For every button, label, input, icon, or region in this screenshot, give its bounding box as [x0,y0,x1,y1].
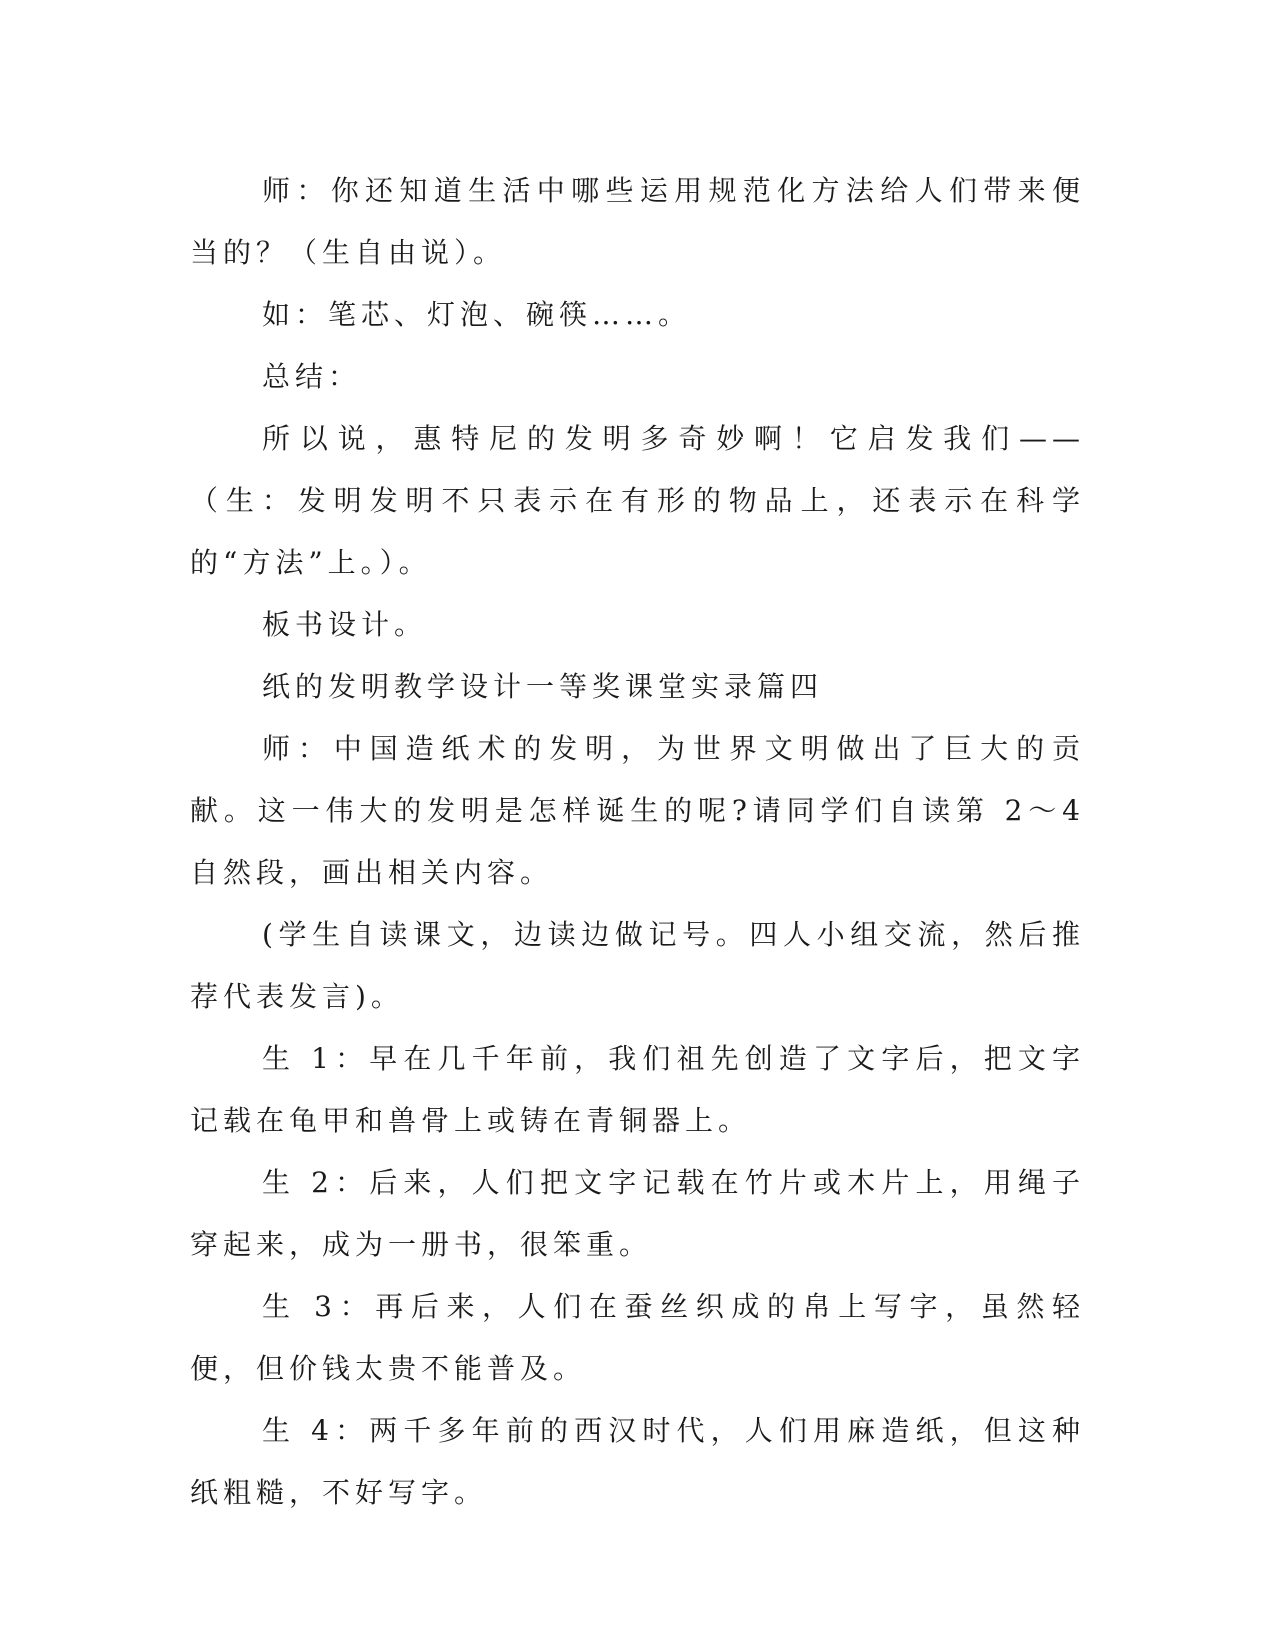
paragraph-student-activity: (学生自读课文，边读边做记号。四人小组交流，然后推荐代表发言)。 [190,918,1085,1013]
paragraph-board-design: 板书设计。 [262,608,428,641]
paragraph-student-2: 生 2：后来，人们把文字记载在竹片或木片上，用绳子穿起来，成为一册书，很笨重。 [190,1166,1085,1261]
paragraph-student-3: 生 3：再后来，人们在蚕丝织成的帛上写字，虽然轻便，但价钱太贵不能普及。 [190,1290,1085,1385]
paragraph-examples: 如：笔芯、灯泡、碗筷……。 [262,298,692,331]
paragraph-student-1: 生 1：早在几千年前，我们祖先创造了文字后，把文字记载在龟甲和兽骨上或铸在青铜器上。 [190,1042,1085,1137]
paragraph-student-4: 生 4：两千多年前的西汉时代，人们用麻造纸，但这种纸粗糙，不好写字。 [190,1414,1085,1509]
paragraph-summary-label: 总结： [262,360,362,393]
paragraph-summary: 所以说，惠特尼的发明多奇妙啊！它启发我们——（生：发明发明不只表示在有形的物品上，还表示在科学的“方法”上。）。 [190,422,1085,579]
paragraph-teacher-question: 师：你还知道生活中哪些运用规范化方法给人们带来便当的？（生自由说）。 [190,174,1085,269]
paragraph-teacher-intro: 师：中国造纸术的发明，为世界文明做出了巨大的贡献。这一伟大的发明是怎样诞生的呢?请同学们自读第 2～4 自然段，画出相关内容。 [190,732,1085,889]
section-heading: 纸的发明教学设计一等奖课堂实录篇四 [262,670,824,703]
document-body [190,160,1085,1524]
